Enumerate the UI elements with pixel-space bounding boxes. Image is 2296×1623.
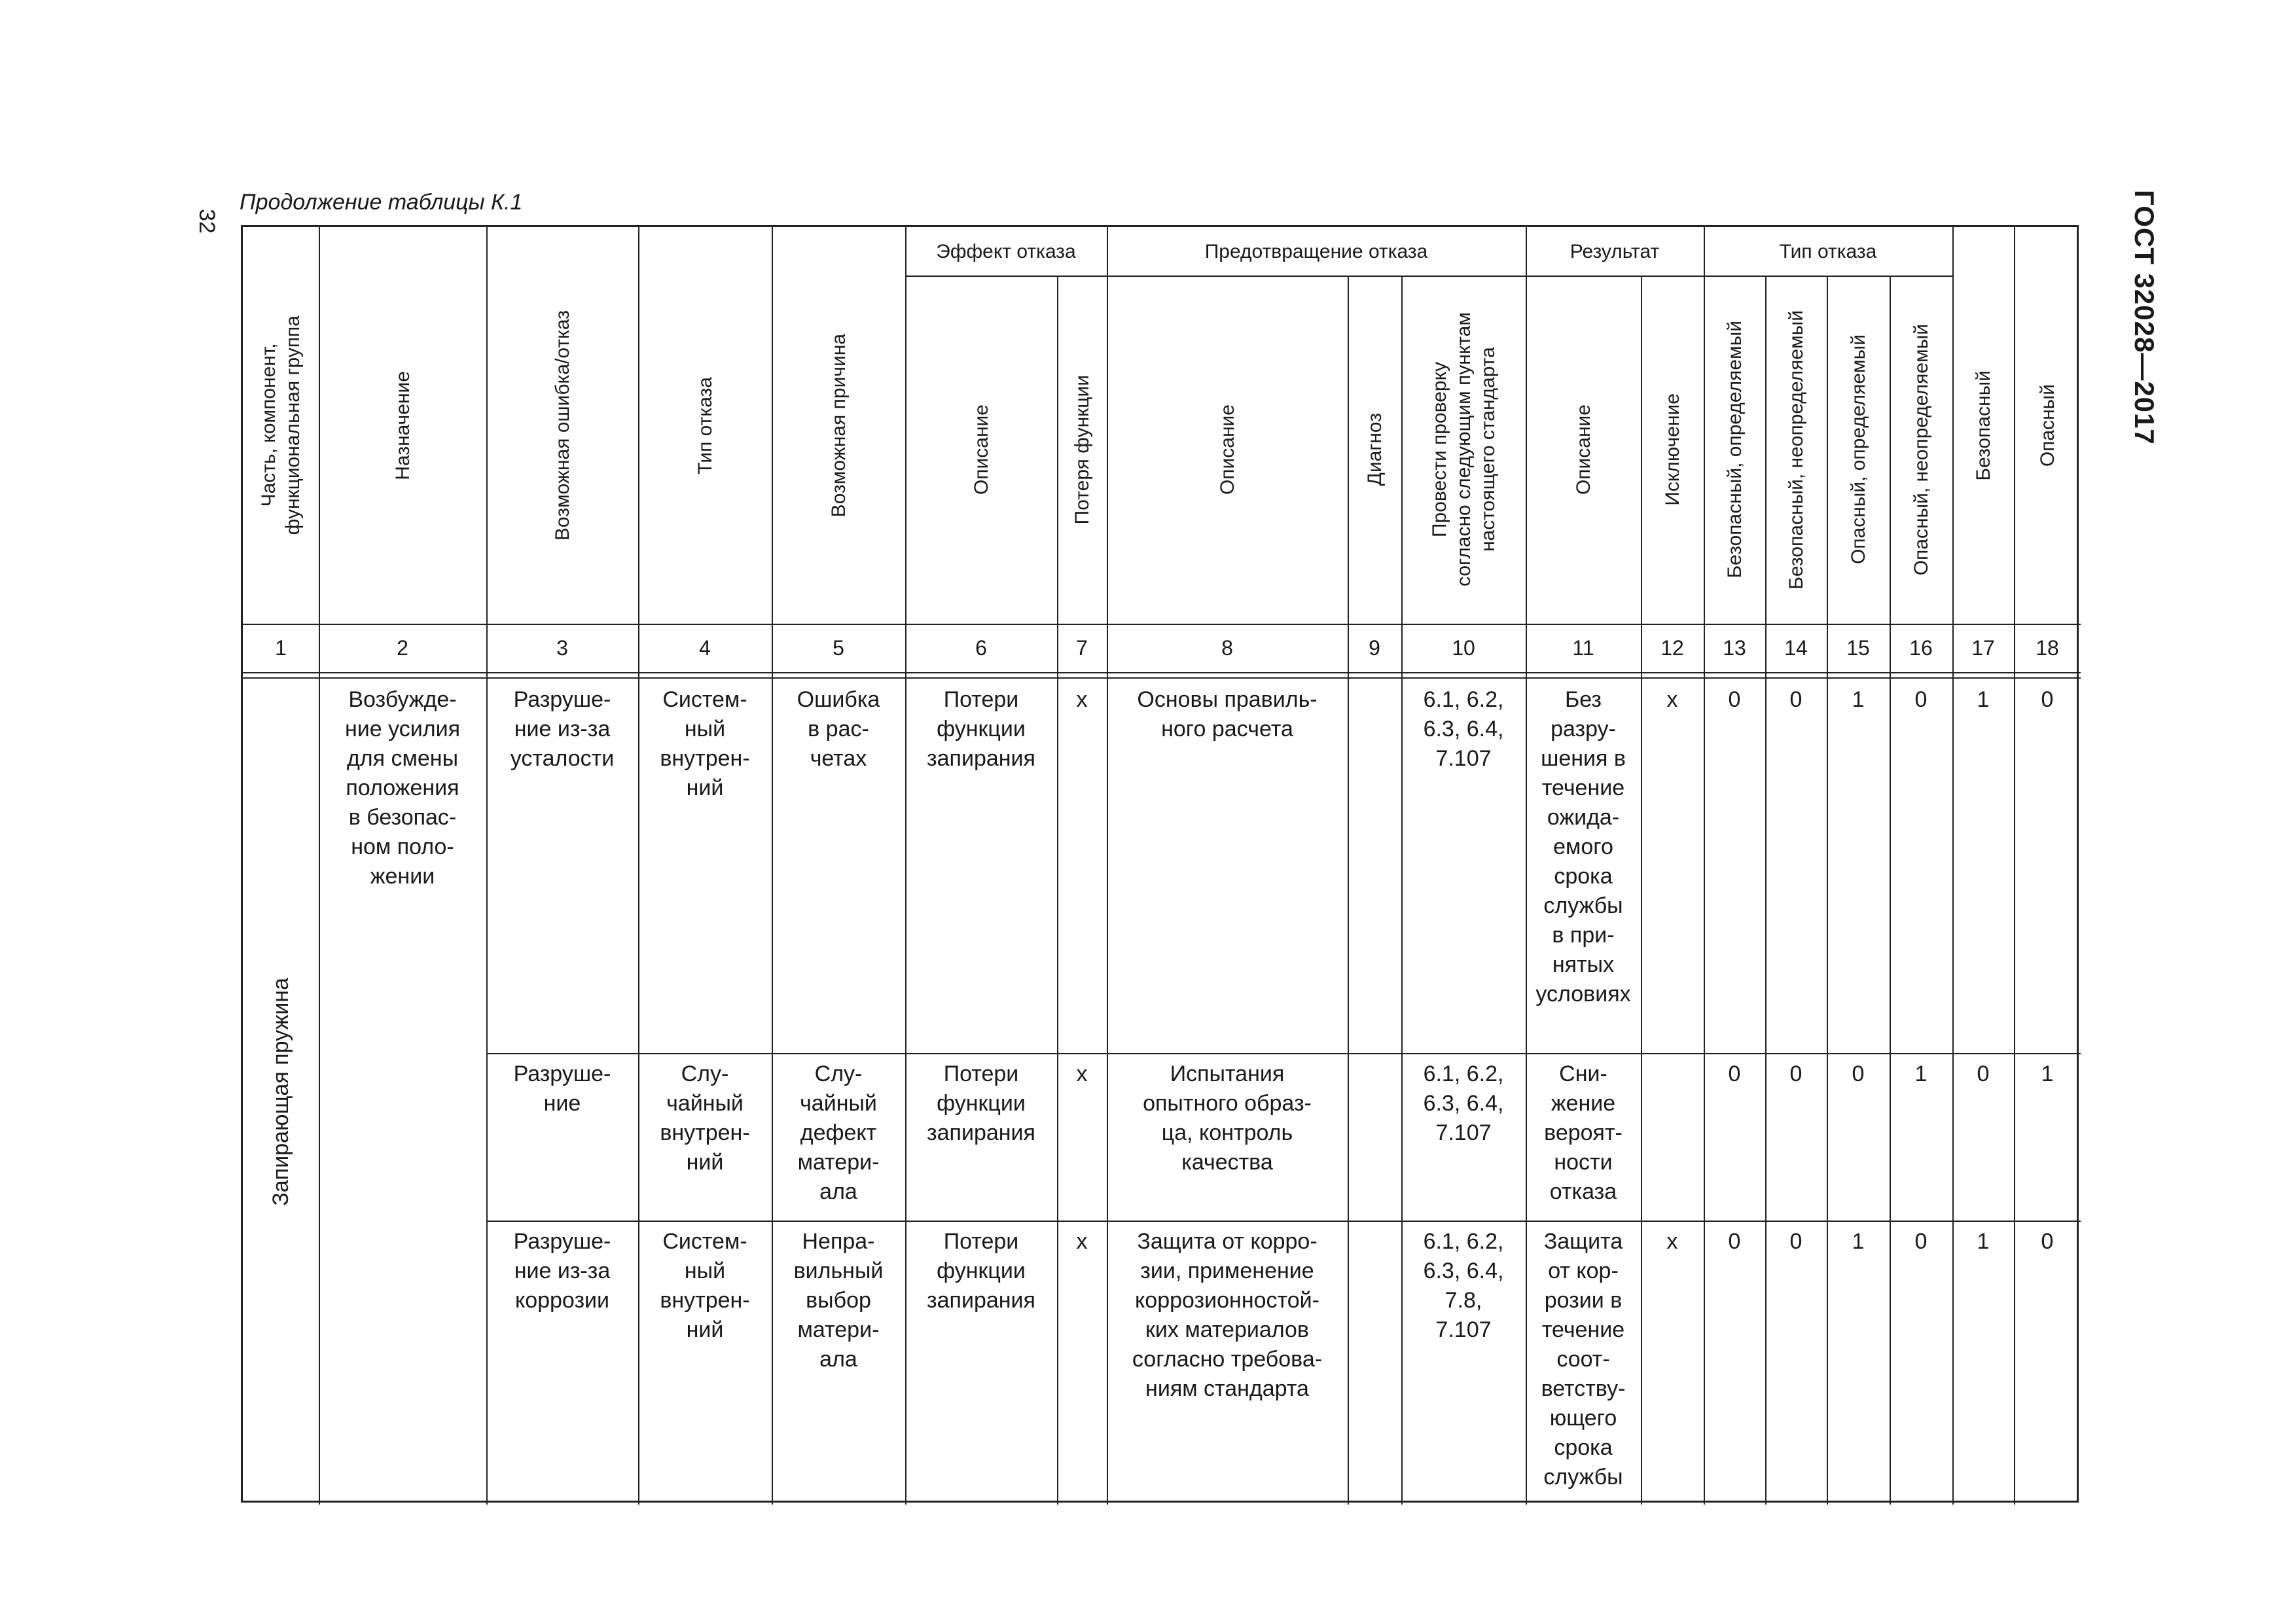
- column-header-label: Часть, компонент, функциональная группа: [258, 315, 304, 535]
- column-header-label: Описание: [1216, 404, 1238, 495]
- table-cell: х: [1076, 687, 1088, 712]
- component-cell: [243, 679, 319, 1505]
- table-cell: х: [1076, 1229, 1088, 1254]
- column-header-label: Описание: [970, 404, 992, 495]
- column-header-2: [319, 227, 486, 624]
- column-number: 9: [1369, 635, 1380, 660]
- table-cell: Потери функции запирания: [927, 687, 1035, 771]
- table-cell: 1: [1977, 687, 1990, 712]
- column-number: 14: [1784, 635, 1808, 660]
- failure-analysis-table: [241, 225, 2079, 1503]
- table-cell: 0: [1852, 1061, 1865, 1086]
- table-cell: 1: [2041, 1061, 2054, 1086]
- table-cell: Защита от корро- зии, применение коррозионностой- ких материалов согласно требова- ниям стандарта: [1132, 1229, 1323, 1401]
- table-cell: Слу- чайный внутрен- ний: [660, 1061, 750, 1175]
- table-cell: 0: [1789, 1061, 1803, 1086]
- column-header-label: Назначение: [391, 370, 414, 480]
- table-cell: 0: [1728, 1229, 1741, 1254]
- table-cell: Систем- ный внутрен- ний: [660, 1229, 750, 1342]
- column-header-4: [638, 227, 772, 624]
- column-header-label: Потеря функции: [1071, 374, 1093, 525]
- column-header-label: Опасный, определяемый: [1847, 334, 1869, 565]
- column-number: 12: [1660, 635, 1684, 660]
- column-number: 11: [1572, 635, 1594, 660]
- column-number: 1: [275, 635, 287, 660]
- column-number: 15: [1846, 635, 1870, 660]
- page-number: 32: [194, 209, 220, 234]
- column-number: 8: [1221, 635, 1233, 660]
- column-number: 5: [833, 635, 844, 660]
- table-cell: Разруше- ние из-за коррозии: [513, 1229, 611, 1313]
- column-header-13: [1704, 276, 1765, 624]
- column-header-15: [1827, 276, 1890, 624]
- table-cell: Разруше- ние: [513, 1061, 611, 1116]
- table-cell: 0: [1914, 1229, 1928, 1254]
- table-cell: Ошибка в рас- четах: [797, 687, 880, 771]
- column-header-14: [1765, 276, 1827, 624]
- group-header-result: Результат: [1570, 240, 1660, 262]
- table-cell: Защита от кор- розии в течение соот- ветству- ющего срока службы: [1541, 1229, 1626, 1489]
- column-header-label: Исключение: [1661, 393, 1683, 506]
- table-cell: 0: [1789, 1229, 1803, 1254]
- table-cell: Сни- жение вероят- ности отказа: [1544, 1061, 1623, 1204]
- column-header-label: Провести проверку согласно следующим пунктам настоящего стандарта: [1428, 312, 1499, 587]
- group-header-effect: Эффект отказа: [936, 240, 1076, 262]
- column-number: 16: [1909, 635, 1933, 660]
- column-header-6: [905, 276, 1057, 624]
- table-cell: Потери функции запирания: [927, 1229, 1035, 1313]
- table-cell: [1348, 679, 1401, 1053]
- column-header-label: Описание: [1572, 404, 1594, 495]
- purpose-cell: Возбужде- ние усилия для смены положения в безопас- ном поло- жении: [345, 687, 460, 889]
- column-header-label: Возможная ошибка/отказ: [551, 310, 573, 541]
- group-header-failure-type: Тип отказа: [1779, 240, 1877, 262]
- column-number: 3: [556, 635, 568, 660]
- column-header-5: [772, 227, 905, 624]
- column-number: 17: [1971, 635, 1995, 660]
- table-cell: 0: [1728, 687, 1741, 712]
- table-cell: 1: [1852, 687, 1865, 712]
- column-header-3: [486, 227, 638, 624]
- standard-designation: ГОСТ 32028—2017: [2129, 190, 2160, 445]
- table-cell: 1: [1852, 1229, 1865, 1254]
- table-caption: Продолжение таблицы К.1: [240, 190, 523, 215]
- column-header-label: Опасный: [2036, 383, 2058, 467]
- table-cell: Потери функции запирания: [927, 1061, 1035, 1145]
- column-header-label: Опасный, неопределяемый: [1910, 323, 1932, 576]
- column-number: 2: [397, 635, 408, 660]
- column-header-label: Тип отказа: [694, 376, 716, 474]
- table-cell: Без разру- шения в течение ожида- емого срока службы в при- нятых условиях: [1535, 687, 1631, 1007]
- table-cell: [1348, 1221, 1401, 1505]
- table-cell: 0: [2041, 687, 2054, 712]
- table-cell: [1348, 1053, 1401, 1221]
- table-cell: х: [1076, 1061, 1088, 1086]
- column-header-label: Диагноз: [1363, 413, 1386, 486]
- table-cell: 1: [1914, 1061, 1928, 1086]
- column-header-11: [1526, 276, 1641, 624]
- column-number: 7: [1076, 635, 1088, 660]
- column-number: 18: [2036, 635, 2059, 660]
- table-cell: 6.1, 6.2, 6.3, 6.4, 7.8, 7.107: [1423, 1229, 1504, 1342]
- grid-line: [243, 672, 2081, 673]
- table-cell: Разруше- ние из-за усталости: [510, 687, 615, 771]
- table-cell: 0: [1914, 687, 1928, 712]
- table-cell: [1641, 1053, 1704, 1221]
- table-cell: 0: [1789, 687, 1803, 712]
- table-cell: Слу- чайный дефект матери- ала: [797, 1061, 880, 1204]
- column-header-10: [1401, 276, 1526, 624]
- table-cell: 0: [1728, 1061, 1741, 1086]
- column-number: 13: [1723, 635, 1746, 660]
- table-cell: Основы правиль- ного расчета: [1137, 687, 1318, 741]
- column-number: 4: [699, 635, 711, 660]
- column-header-label: Безопасный, определяемый: [1723, 321, 1746, 579]
- column-header-16: [1890, 276, 1952, 624]
- column-header-12: [1641, 276, 1704, 624]
- column-header-label: Возможная причина: [827, 333, 850, 518]
- table-cell: х: [1666, 687, 1678, 712]
- column-header-8: [1107, 276, 1348, 624]
- column-header-9: [1348, 276, 1401, 624]
- group-header-prevention: Предотвращение отказа: [1204, 240, 1428, 262]
- table-cell: 0: [2041, 1229, 2054, 1254]
- table-cell: х: [1666, 1229, 1678, 1254]
- table-cell: 1: [1977, 1229, 1990, 1254]
- table-cell: 6.1, 6.2, 6.3, 6.4, 7.107: [1423, 1061, 1504, 1145]
- column-number: 6: [975, 635, 987, 660]
- table-cell: Непра- вильный выбор матери- ала: [793, 1229, 884, 1372]
- column-number: 10: [1452, 635, 1475, 660]
- column-header-17: [1952, 227, 2014, 624]
- table-cell: 6.1, 6.2, 6.3, 6.4, 7.107: [1423, 687, 1504, 771]
- column-header-label: Безопасный: [1972, 370, 1994, 481]
- column-header-label: Безопасный, неопределяемый: [1785, 310, 1807, 590]
- table-cell: 0: [1977, 1061, 1990, 1086]
- column-header-7: [1057, 276, 1107, 624]
- component-label: Запирающая пружина: [268, 977, 293, 1206]
- column-header-1: [243, 227, 319, 624]
- column-header-18: [2014, 227, 2081, 624]
- table-cell: Систем- ный внутрен- ний: [660, 687, 750, 800]
- table-cell: Испытания опытного образ- ца, контроль качества: [1143, 1061, 1312, 1175]
